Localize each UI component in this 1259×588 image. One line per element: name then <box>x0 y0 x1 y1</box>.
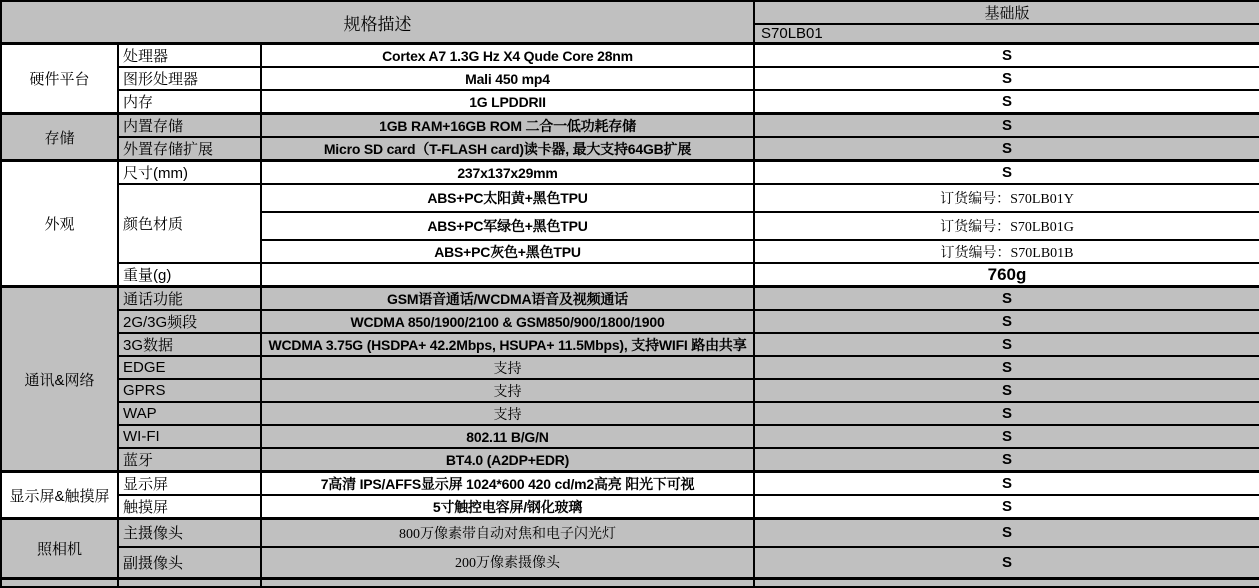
spec-label: 内存 <box>118 90 261 114</box>
spec-label: EDGE <box>118 356 261 379</box>
spec-label: 副摄像头 <box>118 547 261 579</box>
spec-desc: 1G LPDDRII <box>261 90 754 114</box>
spec-desc: WCDMA 3.75G (HSDPA+ 42.2Mbps, HSUPA+ 11.5Mbps), 支持WIFI 路由共享 <box>261 333 754 356</box>
section-display: 显示屏&触摸屏 <box>1 472 118 519</box>
spec-label: 图形处理器 <box>118 67 261 90</box>
spec-value: S <box>754 161 1259 185</box>
spec-desc: ABS+PC太阳黄+黑色TPU <box>261 184 754 212</box>
spec-desc: 5寸触控电容屏/钢化玻璃 <box>261 495 754 519</box>
model-cell: S70LB01 <box>754 24 1259 44</box>
spec-desc: 237x137x29mm <box>261 161 754 185</box>
order-number-cell: 订货编号：S70LB01G <box>754 212 1259 240</box>
spec-desc: ABS+PC军绿色+黑色TPU <box>261 212 754 240</box>
spec-label: 显示屏 <box>118 472 261 496</box>
spec-desc: BT4.0 (A2DP+EDR) <box>261 448 754 472</box>
spec-label: 内置存储 <box>118 114 261 138</box>
spec-label: 重量(g) <box>118 263 261 287</box>
spec-label: 外置存储扩展 <box>118 137 261 161</box>
spec-value: S <box>754 356 1259 379</box>
spec-value: S <box>754 90 1259 114</box>
table-row <box>1 402 1259 425</box>
table-row <box>1 90 1259 114</box>
spec-value: S <box>754 495 1259 519</box>
spec-value: S <box>754 472 1259 496</box>
spec-desc: Cortex A7 1.3G Hz X4 Qude Core 28nm <box>261 44 754 68</box>
spec-desc: 802.11 B/G/N <box>261 425 754 448</box>
table-row <box>1 356 1259 379</box>
table-row <box>1 379 1259 402</box>
spec-value: S <box>754 114 1259 138</box>
spec-label: 尺寸(mm) <box>118 161 261 185</box>
spec-label: 蓝牙 <box>118 448 261 472</box>
spec-label: GPRS <box>118 379 261 402</box>
spec-label: 触摸屏 <box>118 495 261 519</box>
order-number-cell: 订货编号：S70LB01B <box>754 240 1259 263</box>
spec-description-header: 规格描述 <box>1 1 754 44</box>
version-header: 基础版 <box>754 1 1259 24</box>
table-row <box>1 310 1259 333</box>
table-row <box>1 44 1259 68</box>
spec-desc: 支持 <box>261 379 754 402</box>
spec-desc: ABS+PC灰色+黑色TPU <box>261 240 754 263</box>
table-row <box>1 67 1259 90</box>
spec-desc: 支持 <box>261 356 754 379</box>
spec-value: S <box>754 333 1259 356</box>
spec-value: S <box>754 448 1259 472</box>
spec-label: WI-FI <box>118 425 261 448</box>
table-row <box>1 137 1259 161</box>
spec-label: 2G/3G频段 <box>118 310 261 333</box>
section-hardware-platform: 硬件平台 <box>1 44 118 114</box>
spec-value: S <box>754 379 1259 402</box>
spec-value: S <box>754 519 1259 547</box>
spec-label: 3G数据 <box>118 333 261 356</box>
table-row <box>1 161 1259 185</box>
table-row <box>1 495 1259 519</box>
spec-value: S <box>754 310 1259 333</box>
table-row <box>1 425 1259 448</box>
spec-desc: 1GB RAM+16GB ROM 二合一低功耗存储 <box>261 114 754 138</box>
spec-desc: 7高清 IPS/AFFS显示屏 1024*600 420 cd/m2高亮 阳光下可视 <box>261 472 754 496</box>
table-row <box>1 287 1259 311</box>
spec-desc: 800万像素带自动对焦和电子闪光灯 <box>261 519 754 547</box>
table-row <box>1 333 1259 356</box>
table-row <box>1 184 1259 212</box>
section-network: 通讯&网络 <box>1 287 118 472</box>
spec-label: 通话功能 <box>118 287 261 311</box>
spec-desc: 200万像素摄像头 <box>261 547 754 579</box>
section-appearance: 外观 <box>1 161 118 287</box>
section-storage: 存储 <box>1 114 118 161</box>
spec-value: S <box>754 425 1259 448</box>
spec-label: 主摄像头 <box>118 519 261 547</box>
table-row <box>1 114 1259 138</box>
spec-desc: Micro SD card（T-FLASH card)读卡器, 最大支持64GB扩展 <box>261 137 754 161</box>
order-number-cell: 订货编号：S70LB01Y <box>754 184 1259 212</box>
spec-value: S <box>754 67 1259 90</box>
spec-desc: GSM语音通话/WCDMA语音及视频通话 <box>261 287 754 311</box>
section-camera: 照相机 <box>1 519 118 579</box>
spec-value: S <box>754 44 1259 68</box>
spec-label: WAP <box>118 402 261 425</box>
table-row <box>1 547 1259 579</box>
table-row <box>1 448 1259 472</box>
spec-value: S <box>754 287 1259 311</box>
spec-desc: Mali 450 mp4 <box>261 67 754 90</box>
spec-value: 760g <box>754 263 1259 287</box>
spec-desc <box>261 263 754 287</box>
header-row-1 <box>1 1 1259 24</box>
spec-desc: WCDMA 850/1900/2100 & GSM850/900/1800/1900 <box>261 310 754 333</box>
spec-label: 处理器 <box>118 44 261 68</box>
spec-value: S <box>754 402 1259 425</box>
spec-value: S <box>754 137 1259 161</box>
table-row <box>1 263 1259 287</box>
table-row <box>1 519 1259 547</box>
spec-label: 颜色材质 <box>118 184 261 263</box>
spec-desc: 支持 <box>261 402 754 425</box>
table-row <box>1 472 1259 496</box>
spec-value: S <box>754 547 1259 579</box>
